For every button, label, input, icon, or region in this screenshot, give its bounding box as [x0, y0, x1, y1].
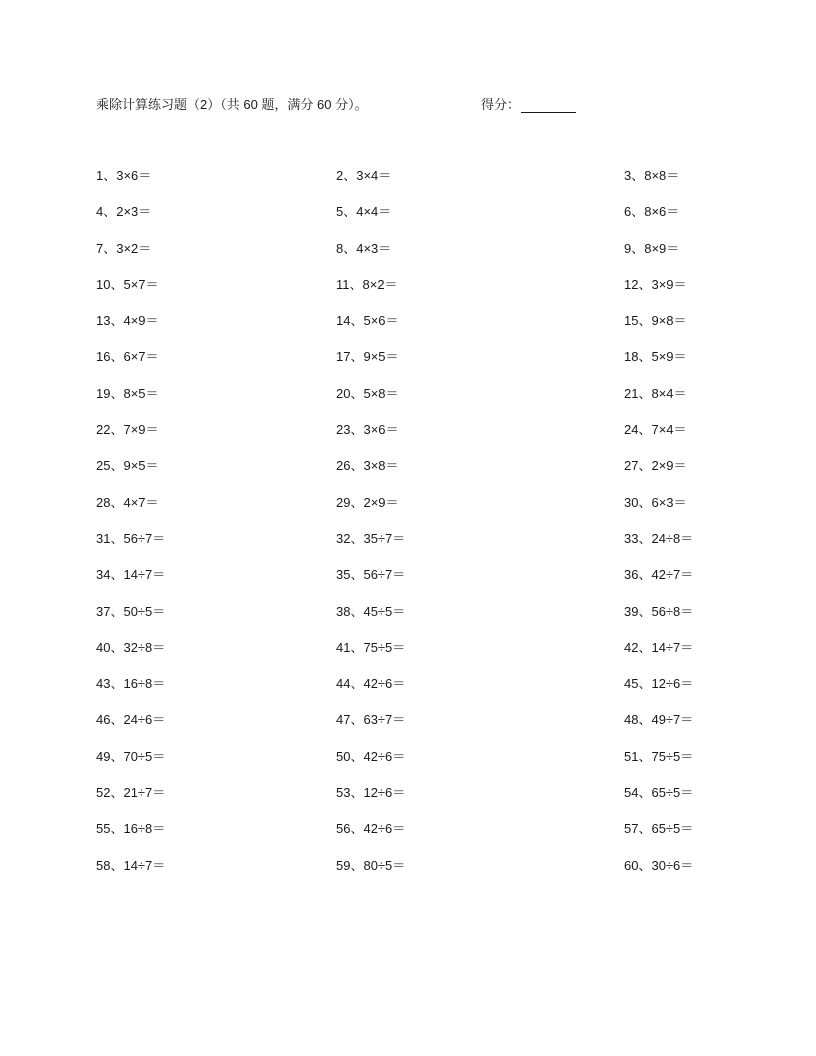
- problem-item: 5、4×4＝: [336, 204, 392, 220]
- problem-item: 45、12÷6＝: [624, 676, 694, 692]
- problem-item: 4、2×3＝: [96, 204, 152, 220]
- problem-item: 52、21÷7＝: [96, 785, 166, 801]
- problem-item: 47、63÷7＝: [336, 712, 406, 728]
- problem-grid: [96, 168, 786, 894]
- problem-item: 13、4×9＝: [96, 313, 159, 329]
- problem-item: 26、3×8＝: [336, 458, 399, 474]
- problem-item: 48、49÷7＝: [624, 712, 694, 728]
- problem-item: 24、7×4＝: [624, 422, 687, 438]
- worksheet-title: 乘除计算练习题（2）（共 60 题，满分 60 分）。: [96, 97, 368, 112]
- problem-item: 33、24÷8＝: [624, 530, 694, 546]
- problem-item: 1、3×6＝: [96, 168, 152, 183]
- problem-item: 53、12÷6＝: [336, 785, 406, 801]
- problem-item: 59、80÷5＝: [336, 857, 406, 873]
- problem-item: 51、75÷5＝: [624, 748, 694, 764]
- problem-item: 46、24÷6＝: [96, 712, 166, 728]
- problem-item: 40、32÷8＝: [96, 639, 166, 655]
- problem-item: 42、14÷7＝: [624, 639, 694, 655]
- problem-item: 17、9×5＝: [336, 349, 399, 365]
- problem-item: 38、45÷5＝: [336, 603, 406, 619]
- problem-item: 37、50÷5＝: [96, 603, 166, 619]
- problem-item: 14、5×6＝: [336, 313, 399, 329]
- problem-item: 18、5×9＝: [624, 349, 687, 365]
- problem-item: 25、9×5＝: [96, 458, 159, 474]
- problem-item: 9、8×9＝: [624, 240, 680, 256]
- problem-item: 29、2×9＝: [336, 494, 399, 510]
- problem-item: 49、70÷5＝: [96, 748, 166, 764]
- problem-item: 58、14÷7＝: [96, 857, 166, 873]
- problem-item: 3、8×8＝: [624, 168, 680, 183]
- problem-item: 50、42÷6＝: [336, 748, 406, 764]
- problem-item: 27、2×9＝: [624, 458, 687, 474]
- problem-item: 41、75÷5＝: [336, 639, 406, 655]
- problem-item: 55、16÷8＝: [96, 821, 166, 837]
- problem-item: 10、5×7＝: [96, 276, 159, 292]
- problem-item: 12、3×9＝: [624, 276, 687, 292]
- problem-item: 35、56÷7＝: [336, 567, 406, 583]
- problem-item: 11、8×2＝: [336, 276, 398, 292]
- score-blank-line[interactable]: [521, 98, 576, 113]
- problem-item: 19、8×5＝: [96, 385, 159, 401]
- problem-item: 57、65÷5＝: [624, 821, 694, 837]
- problem-item: 32、35÷7＝: [336, 530, 406, 546]
- problem-item: 21、8×4＝: [624, 385, 687, 401]
- problem-item: 36、42÷7＝: [624, 567, 694, 583]
- problem-item: 43、16÷8＝: [96, 676, 166, 692]
- problem-item: 20、5×8＝: [336, 385, 399, 401]
- problem-item: 31、56÷7＝: [96, 530, 166, 546]
- problem-item: 22、7×9＝: [96, 422, 159, 438]
- problem-item: 54、65÷5＝: [624, 785, 694, 801]
- problem-item: 44、42÷6＝: [336, 676, 406, 692]
- problem-item: 34、14÷7＝: [96, 567, 166, 583]
- problem-item: 15、9×8＝: [624, 313, 687, 329]
- problem-item: 2、3×4＝: [336, 168, 392, 183]
- problem-item: 28、4×7＝: [96, 494, 159, 510]
- problem-item: 6、8×6＝: [624, 204, 680, 220]
- problem-item: 23、3×6＝: [336, 422, 399, 438]
- problem-item: 16、6×7＝: [96, 349, 159, 365]
- problem-item: 30、6×3＝: [624, 494, 687, 510]
- problem-item: 60、30÷6＝: [624, 857, 694, 873]
- problem-item: 7、3×2＝: [96, 240, 152, 256]
- problem-item: 56、42÷6＝: [336, 821, 406, 837]
- problem-item: 8、4×3＝: [336, 240, 392, 256]
- score-label: 得分：: [481, 97, 521, 112]
- problem-item: 39、56÷8＝: [624, 603, 694, 619]
- score-area: [481, 97, 576, 113]
